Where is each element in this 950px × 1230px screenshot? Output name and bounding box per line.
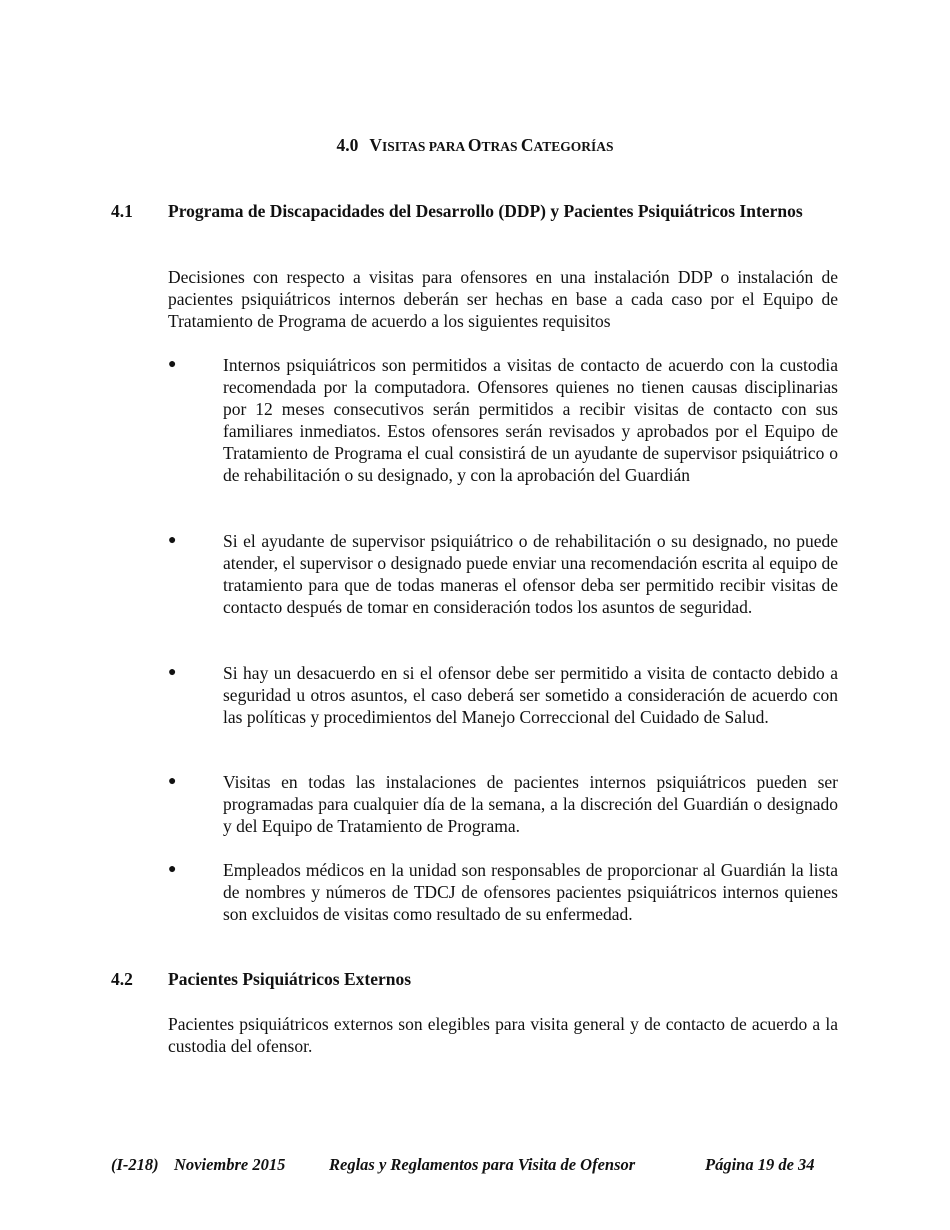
heading-title-part: V [369, 135, 383, 155]
footer-page-number: Página 19 de 34 [705, 1155, 815, 1174]
bullet-text: Si hay un desacuerdo en si el ofensor debe ser permitido a visita de contacto debido a seguridad u otros asuntos, el caso deberá ser sometido a consideración de acuerdo con las políticas y procedimientos del Manejo Correccional del Cuidado de Salud. [223, 663, 838, 727]
bullet-text: Visitas en todas las instalaciones de pacientes internos psiquiátricos pueden ser programadas para cualquier día de la semana, a la discreción del Guardián o designado y del Equipo de Tratamiento de Programa. [223, 772, 838, 836]
heading-title-part: ISITAS PARA [382, 139, 468, 154]
heading-title-part: TRAS [481, 139, 521, 154]
section-4-2-heading [111, 968, 811, 990]
bullet-text: Si el ayudante de supervisor psiquiátrico o de rehabilitación o su designado, no puede atender, el supervisor o designado puede enviar una recomendación escrita al equipo de tratamiento para que de todas maneras el ofensor deba ser permitido recibir visitas de contacto después de tomar en consideración todos los asuntos de seguridad. [223, 531, 838, 617]
heading-title [369, 135, 613, 155]
bullet-item [168, 771, 838, 837]
footer-date: Noviembre 2015 [174, 1155, 286, 1174]
page-heading [0, 134, 950, 158]
section-4-2-number: 4.2 [111, 969, 133, 989]
bullet-item [168, 530, 838, 618]
bullet-item [168, 354, 838, 486]
section-4-1-heading [111, 200, 811, 222]
bullet-icon: ● [168, 357, 177, 372]
section-4-1-intro: Decisiones con respecto a visitas para ofensores en una instalación DDP o instalación de pacientes psiquiátricos internos deberán ser hechas en base a cada caso por el Equipo de Tratamiento de Programa de acuerdo a los siguientes requisitos [168, 267, 838, 331]
footer-form-number: (I-218) [111, 1155, 159, 1174]
bullet-icon: ● [168, 774, 177, 789]
bullet-item [168, 662, 838, 728]
bullet-item [168, 859, 838, 925]
section-4-2-title: Pacientes Psiquiátricos Externos [168, 969, 412, 989]
section-4-1-number: 4.1 [111, 201, 133, 221]
section-4-2-paragraph: Pacientes psiquiátricos externos son elegibles para visita general y de contacto de acuerdo a la custodia del ofensor. [168, 1014, 838, 1056]
bullet-text: Internos psiquiátricos son permitidos a visitas de contacto de acuerdo con la custodia recomendada por la computadora. Ofensores quienes no tienen causas disciplinarias por 12 meses consecutivos serán permitidos a recibir visitas de contacto con sus familiares inmediatos. Estos ofensores serán revisados y aprobados por el Equipo de Tratamiento de Programa el cual consistirá de un ayudante de supervisor psiquiátrico o de rehabilitación o su designado, y con la aprobación del Guardián [223, 355, 838, 485]
bullet-icon: ● [168, 533, 177, 548]
heading-number: 4.0 [336, 135, 359, 155]
section-4-1-title: Programa de Discapacidades del Desarrollo (DDP) y Pacientes Psiquiátricos Internos [168, 201, 803, 221]
bullet-icon: ● [168, 665, 177, 680]
footer-document-title: Reglas y Reglamentos para Visita de Ofensor [329, 1155, 636, 1174]
heading-title-part: C [520, 135, 534, 155]
heading-title-part: ATEGORÍAS [533, 139, 614, 154]
bullet-icon: ● [168, 862, 177, 877]
bullet-text: Empleados médicos en la unidad son responsables de proporcionar al Guardián la lista de nombres y números de TDCJ de ofensores pacientes psiquiátricos internos quienes son excluidos de visitas como resultado de su enfermedad. [223, 860, 838, 924]
heading-title-part: O [467, 135, 482, 155]
